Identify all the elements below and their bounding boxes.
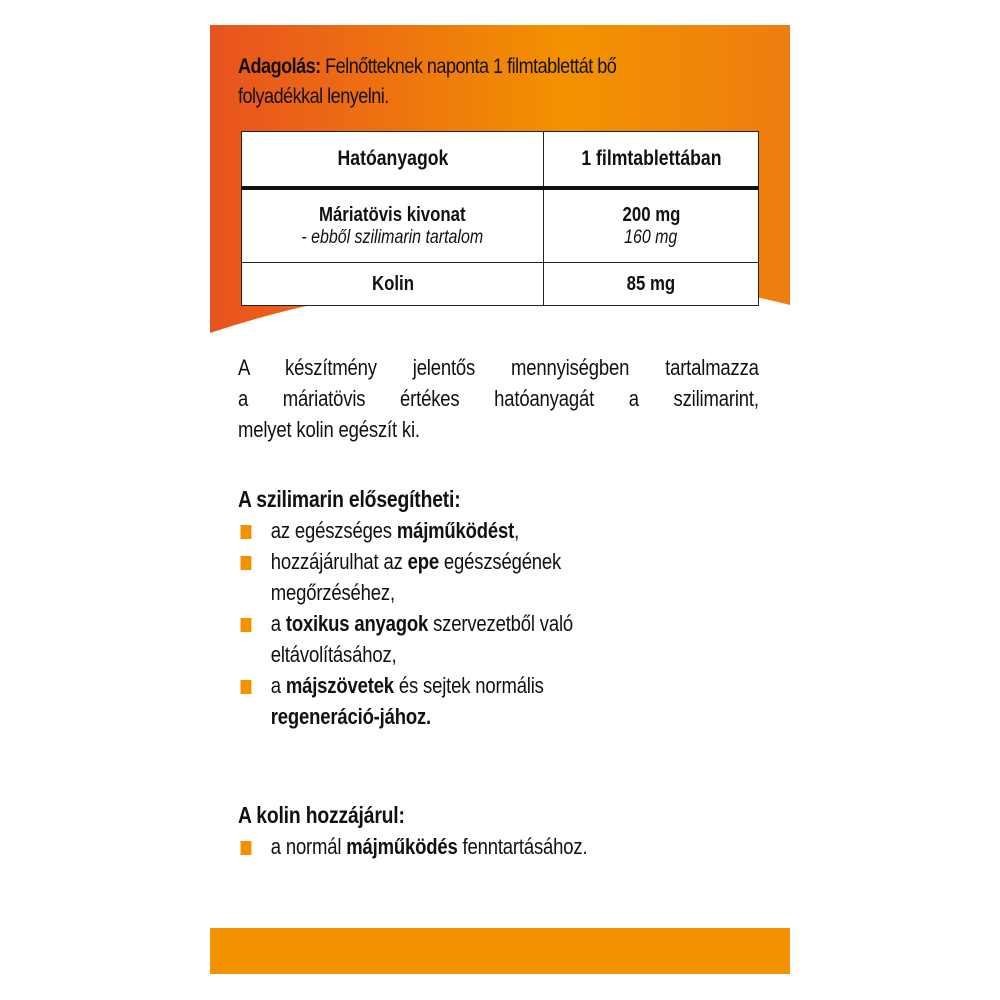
ingredient-cell xyxy=(242,188,544,263)
ingredients-table xyxy=(241,131,759,306)
bottom-orange-bar xyxy=(210,928,790,974)
list-item: a májszövetek és sejtek normális regeneráció-jához. xyxy=(238,670,640,732)
orange-square-bullet-icon xyxy=(241,841,252,855)
dosage-label: Adagolás: xyxy=(238,55,321,78)
table-header-row xyxy=(242,132,759,189)
table-row xyxy=(242,188,759,263)
dosage-text-line1: Felnőtteknek naponta 1 filmtablettát bő xyxy=(320,55,617,78)
list-item: az egészséges májműködést, xyxy=(238,515,759,546)
choline-benefits-list xyxy=(238,831,759,862)
header-per-tablet: 1 filmtablettában xyxy=(544,132,759,189)
dosage-instructions xyxy=(238,52,771,112)
ingredient-name: Kolin xyxy=(371,272,414,295)
list-item: a toxikus anyagok szervezetből való eltávolításához, xyxy=(238,608,624,670)
orange-square-bullet-icon xyxy=(241,556,252,570)
intro-line: melyet kolin egészít ki. xyxy=(238,417,420,442)
list-item: hozzájárulhat az epe egészségének megőrzéséhez, xyxy=(238,546,624,608)
intro-paragraph xyxy=(238,352,759,445)
ingredient-amount: 85 mg xyxy=(626,272,676,295)
orange-square-bullet-icon xyxy=(241,680,252,694)
ingredient-amount: 200 mg xyxy=(622,204,680,226)
list-item: a normál májműködés fenntartásához. xyxy=(238,831,759,862)
silymarin-benefits-list xyxy=(238,515,759,732)
silymarin-heading: A szilimarin elősegítheti: xyxy=(238,486,461,512)
silymarin-section xyxy=(238,484,759,732)
orange-square-bullet-icon xyxy=(241,618,252,632)
choline-section xyxy=(238,800,759,862)
orange-square-bullet-icon xyxy=(241,525,252,539)
amount-cell xyxy=(544,263,759,306)
ingredient-sub-name: - ebből szilimarin tartalom xyxy=(301,227,484,248)
intro-line: a máriatövis értékes hatóanyagát a szilimarint, xyxy=(238,386,759,411)
intro-line: A készítmény jelentős mennyiségben tartalmazza xyxy=(238,355,759,380)
ingredient-name: Máriatövis kivonat xyxy=(319,204,466,226)
amount-cell xyxy=(544,188,759,263)
ingredient-sub-amount: 160 mg xyxy=(624,227,678,248)
ingredient-cell xyxy=(242,263,544,306)
choline-heading: A kolin hozzájárul: xyxy=(238,802,405,828)
header-active-ingredients: Hatóanyagok xyxy=(242,132,544,189)
dosage-text-line2: folyadékkal lenyelni. xyxy=(238,85,389,108)
table-row xyxy=(242,263,759,306)
